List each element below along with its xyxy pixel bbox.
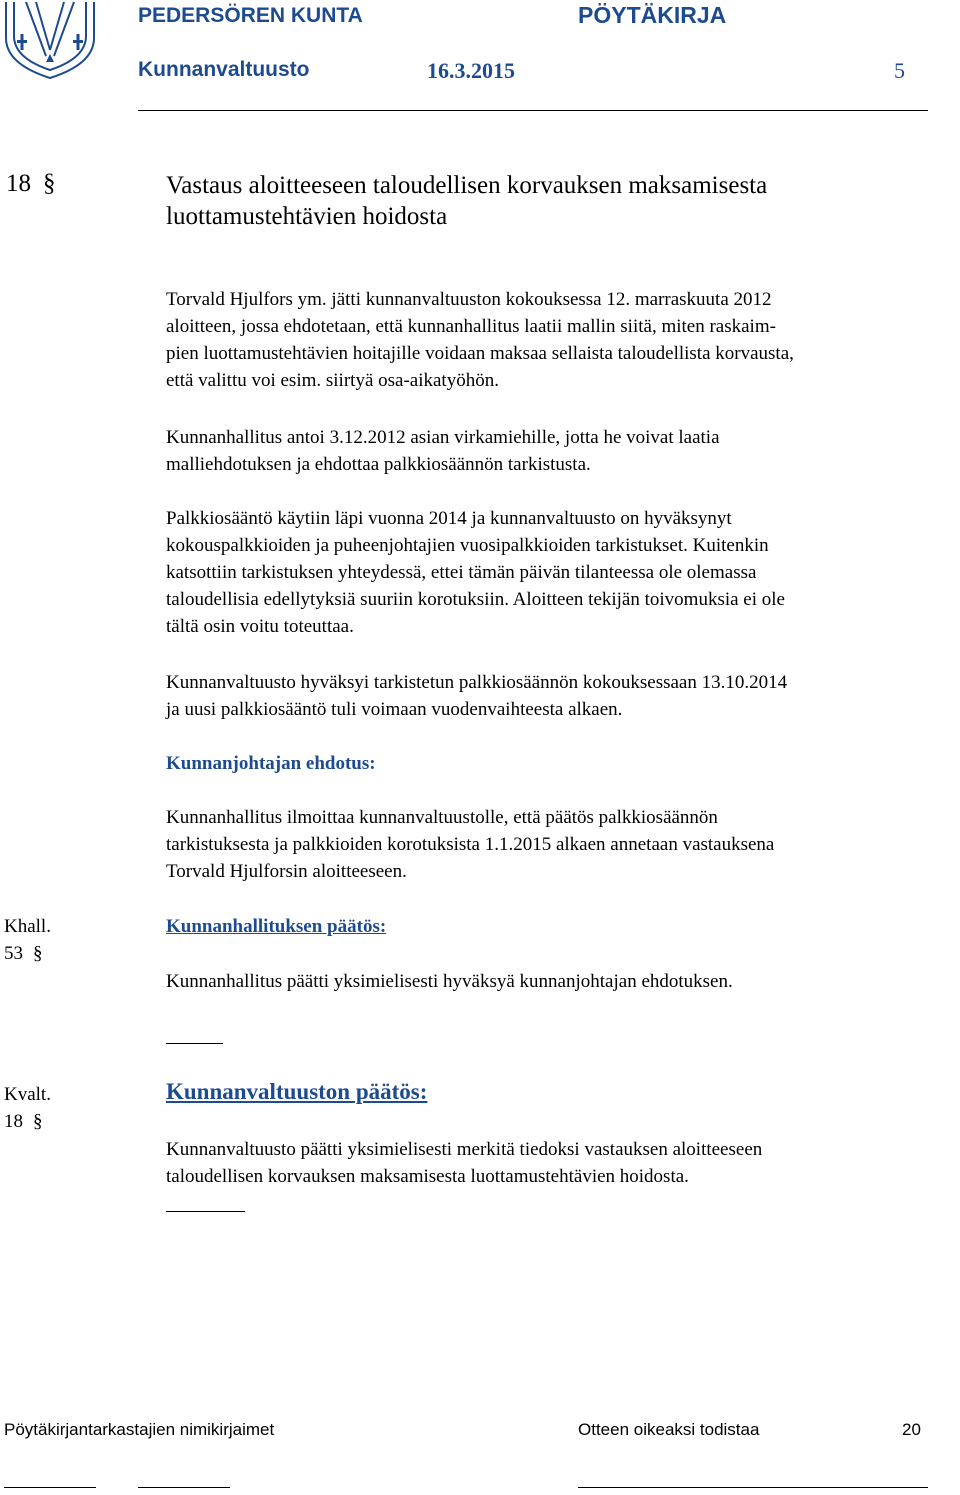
footer-page-number: 20 <box>902 1420 921 1439</box>
board-decision-heading: Kunnanhallituksen päätös: <box>166 916 387 937</box>
signature-line <box>578 1487 928 1488</box>
margin-number: 18 <box>4 1111 23 1132</box>
paragraph-line: katsottiin tarkistuksen yhteydessä, ettei tämän päivän tilanteessa ole olemassa <box>166 562 757 583</box>
paragraph-board-assignment <box>166 424 906 478</box>
footer-certification-label: Otteen oikeaksi todistaa <box>578 1420 760 1439</box>
council-decision-text <box>166 1136 906 1190</box>
paragraph-line: Torvald Hjulfors ym. jätti kunnanvaltuuston kokouksessa 12. marraskuuta 2012 <box>166 289 772 310</box>
section-title-line: Vastaus aloitteeseen taloudellisen korvauksen maksamisesta <box>166 172 768 199</box>
section-title-line: luottamustehtävien hoidosta <box>166 203 448 230</box>
council-margin-reference <box>4 1081 51 1135</box>
section-symbol: § <box>33 943 43 964</box>
margin-label: Kvalt. <box>4 1084 51 1105</box>
paragraph-line: Kunnanvaltuusto päätti yksimielisesti merkitä tiedoksi vastauksen aloitteeseen <box>166 1139 763 1160</box>
header-divider <box>138 110 928 111</box>
section-symbol: § <box>43 170 56 197</box>
paragraph-line: tarkistuksesta ja palkkioiden korotuksista 1.1.2015 alkaen annetaan vastauksena <box>166 834 775 855</box>
proposal-text <box>166 804 906 885</box>
section-number <box>6 170 56 198</box>
paragraph-line: pien luottamustehtävien hoitajille voidaan maksaa sellaista taloudellista korvausta, <box>166 343 794 364</box>
paragraph-line: Torvald Hjulforsin aloitteeseen. <box>166 861 407 882</box>
paragraph-review <box>166 505 906 640</box>
paragraph-approval <box>166 669 906 723</box>
council-decision-heading: Kunnanvaltuuston päätös: <box>166 1079 428 1104</box>
proposal-heading: Kunnanjohtajan ehdotus: <box>166 753 376 774</box>
meeting-body: Kunnanvaltuusto <box>138 58 310 81</box>
section-title <box>166 170 926 232</box>
paragraph-line: kokouspalkkioiden ja puheenjohtajien vuosipalkkioiden tarkistukset. Kuitenkin <box>166 535 769 556</box>
paragraph-initiative <box>166 286 906 394</box>
document-type: PÖYTÄKIRJA <box>578 2 727 28</box>
section-number-value: 18 <box>6 170 31 197</box>
board-decision-text: Kunnanhallitus päätti yksimielisesti hyväksyä kunnanjohtajan ehdotuksen. <box>166 971 733 992</box>
meeting-date: 16.3.2015 <box>427 58 515 83</box>
paragraph-line: ja uusi palkkiosääntö tuli voimaan vuodenvaihteesta alkaen. <box>166 699 623 720</box>
paragraph-line: taloudellisia edellytyksiä suuriin korotuksiin. Aloitteen tekijän toivomuksia ei ole <box>166 589 785 610</box>
paragraph-line: aloitteen, jossa ehdotetaan, että kunnanhallitus laatii mallin siitä, miten raskaim- <box>166 316 776 337</box>
paragraph-line: taloudellisen korvauksen maksamisesta luottamustehtävien hoidosta. <box>166 1166 689 1187</box>
page-number: 5 <box>894 58 905 83</box>
separator-line <box>166 1211 245 1212</box>
paragraph-line: Kunnanvaltuusto hyväksyi tarkistetun palkkiosäännön kokouksessaan 13.10.2014 <box>166 672 788 693</box>
paragraph-line: Kunnanhallitus ilmoittaa kunnanvaltuustolle, että päätös palkkiosäännön <box>166 807 718 828</box>
coat-of-arms-icon <box>2 0 98 80</box>
paragraph-line: Kunnanhallitus antoi 3.12.2012 asian virkamiehille, jotta he voivat laatia <box>166 427 720 448</box>
paragraph-line: tältä osin voitu toteuttaa. <box>166 616 354 637</box>
paragraph-line: että valittu voi esim. siirtyä osa-aikatyöhön. <box>166 370 499 391</box>
signature-line <box>138 1487 230 1488</box>
signature-line <box>4 1487 96 1488</box>
board-margin-reference <box>4 913 51 967</box>
paragraph-line: Palkkiosääntö käytiin läpi vuonna 2014 ja kunnanvaltuusto on hyväksynyt <box>166 508 732 529</box>
margin-label: Khall. <box>4 916 51 937</box>
paragraph-line: malliehdotuksen ja ehdottaa palkkiosäännön tarkistusta. <box>166 454 591 475</box>
section-symbol: § <box>33 1111 43 1132</box>
footer-initials-label: Pöytäkirjantarkastajien nimikirjaimet <box>4 1420 275 1439</box>
separator-line <box>166 1043 223 1044</box>
organization-name: PEDERSÖREN KUNTA <box>138 4 363 27</box>
margin-number: 53 <box>4 943 23 964</box>
